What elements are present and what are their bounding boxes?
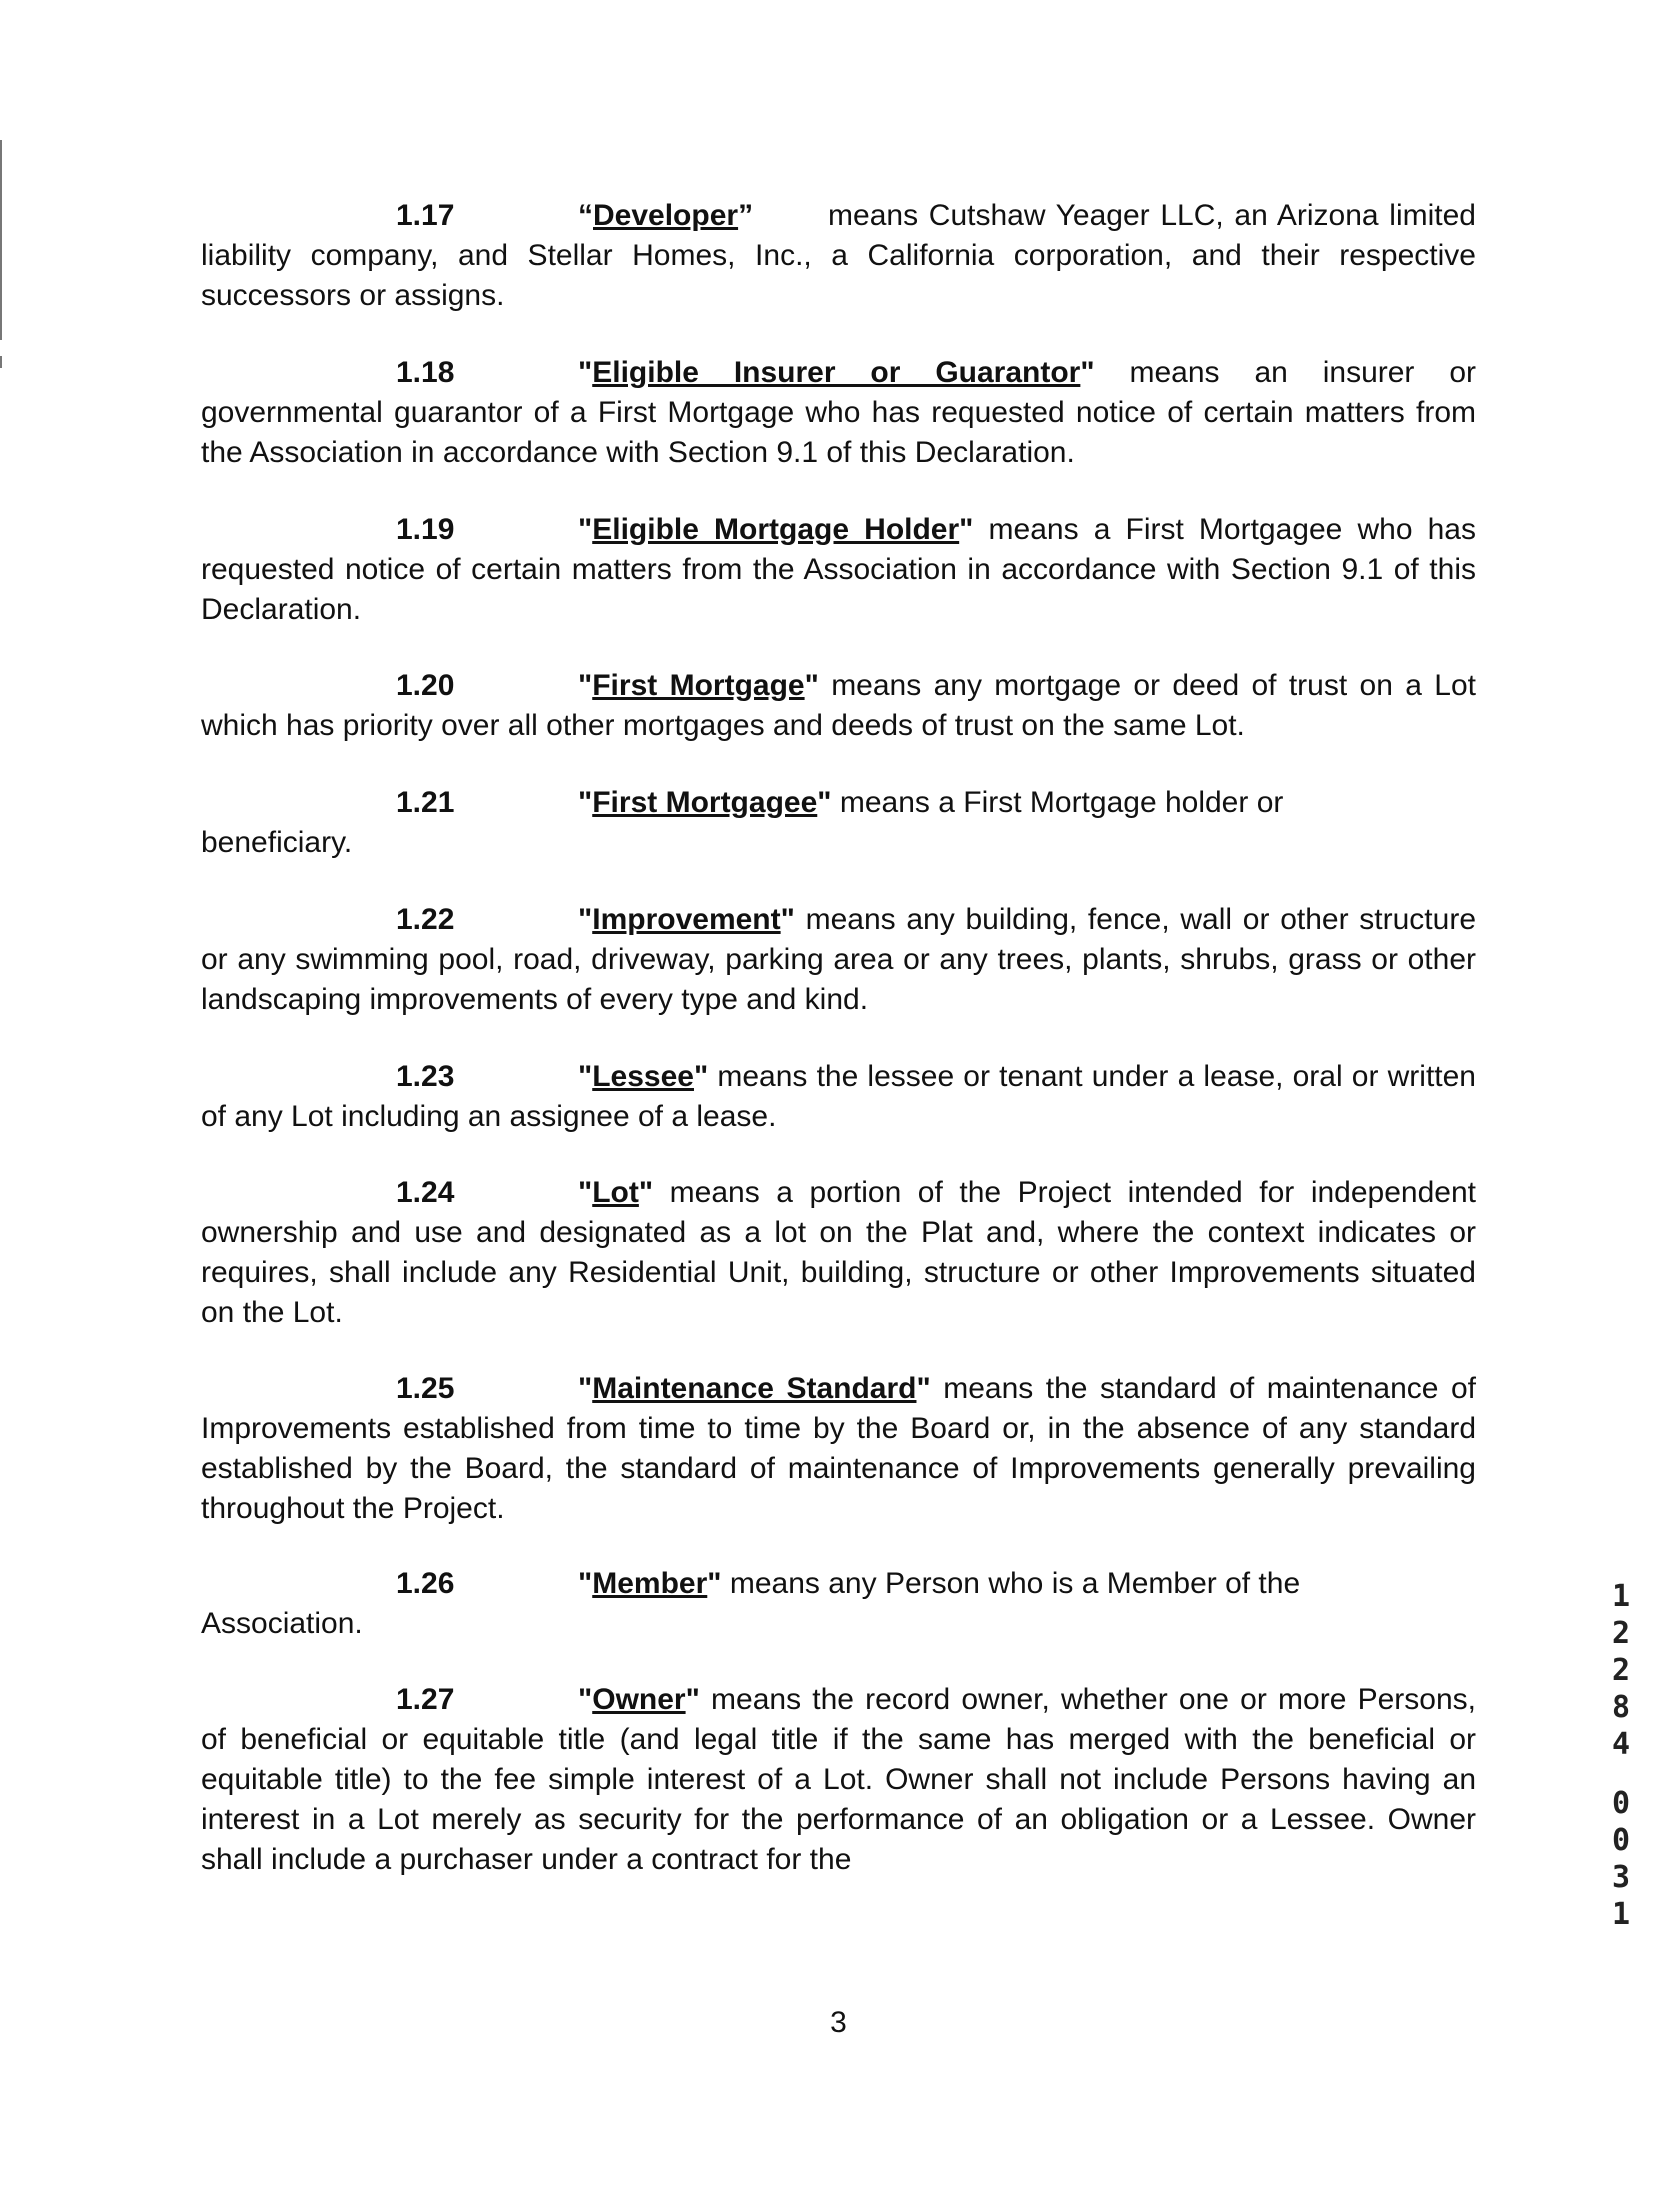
definition-text: means the lessee or tenant under a lease, oral or written of any Lot including an assignee of a lease. xyxy=(201,1060,1476,1133)
term-label: Maintenance Standard xyxy=(592,1372,917,1405)
definition-text: means a First Mortgage holder or xyxy=(839,786,1284,819)
definition-1-18 xyxy=(201,353,1476,473)
defined-term: "Member" xyxy=(578,1567,722,1600)
stamp-digit: 4 xyxy=(1611,1727,1631,1762)
defined-term: "Lot" xyxy=(578,1176,654,1209)
recording-number-stamp xyxy=(1606,1578,1636,1933)
stamp-digit: 2 xyxy=(1611,1653,1631,1688)
definition-continuation: beneficiary. xyxy=(201,826,353,859)
section-number: 1.21 xyxy=(396,786,455,819)
term-label: Improvement xyxy=(592,903,781,936)
section-number: 1.20 xyxy=(396,669,455,702)
stamp-digit: 3 xyxy=(1611,1860,1631,1895)
section-number: 1.26 xyxy=(396,1567,455,1600)
term-label: Eligible Insurer or Guarantor xyxy=(592,356,1081,389)
term-label: Lessee xyxy=(592,1060,694,1093)
defined-term: "Owner" xyxy=(578,1683,700,1716)
definition-1-17 xyxy=(201,196,1476,316)
section-number: 1.18 xyxy=(396,356,455,389)
term-label: Owner xyxy=(592,1683,686,1716)
stamp-digit: 1 xyxy=(1611,1897,1631,1932)
defined-term: “Developer” xyxy=(578,199,754,232)
section-number: 1.27 xyxy=(396,1683,455,1716)
definition-text: means a portion of the Project intended for independent ownership and use and designated as a lot on the Plat and, where the context indicates or requires, shall include any Residential Unit, building, structure or other Improvements situated on the Lot. xyxy=(201,1176,1476,1329)
section-number: 1.23 xyxy=(396,1060,455,1093)
definition-text: means any building, fence, wall or other structure or any swimming pool, road, driveway, parking area or any trees, plants, shrubs, grass or other landscaping improvements of every type and kind. xyxy=(201,903,1476,1016)
definition-continuation: Association. xyxy=(201,1607,363,1640)
definition-1-20 xyxy=(201,666,1476,746)
section-number: 1.19 xyxy=(396,513,455,546)
definition-1-22 xyxy=(201,900,1476,1020)
term-label: Member xyxy=(592,1567,708,1600)
stamp-gap xyxy=(1606,1763,1636,1785)
stamp-digit: 1 xyxy=(1611,1579,1631,1614)
stamp-digit: 0 xyxy=(1611,1786,1631,1821)
stamp-digit: 8 xyxy=(1611,1690,1631,1725)
definition-1-23 xyxy=(201,1057,1476,1137)
definition-text: means the record owner, whether one or more Persons, of beneficial or equitable title (and legal title if the same has merged with the beneficial or equitable title) to the fee simple interest of a Lot. Owner shall not include Persons having an interest in a Lot merely as security for the performance of an obligation or a Lessee. Owner shall include a purchaser under a contract for the xyxy=(201,1683,1476,1876)
definition-1-24 xyxy=(201,1173,1476,1333)
definition-1-27 xyxy=(201,1680,1476,1880)
term-label: Eligible Mortgage Holder xyxy=(592,513,960,546)
term-label: Lot xyxy=(592,1176,639,1209)
section-number: 1.17 xyxy=(396,199,455,232)
defined-term: "First Mortgagee" xyxy=(578,786,832,819)
definition-1-25 xyxy=(201,1369,1476,1529)
term-label: First Mortgagee xyxy=(592,786,818,819)
defined-term: "Improvement" xyxy=(578,903,795,936)
definition-1-19 xyxy=(201,510,1476,630)
term-label: First Mortgage xyxy=(592,669,805,702)
definition-text: means the standard of maintenance of Improvements established from time to time by the Board or, in the absence of any standard established by the Board, the standard of maintenance of Improvements generally prevailing throughout the Project. xyxy=(201,1372,1476,1525)
page-number: 3 xyxy=(830,2006,847,2039)
section-number: 1.24 xyxy=(396,1176,455,1209)
defined-term: "Lessee" xyxy=(578,1060,709,1093)
definition-text: means any Person who is a Member of the xyxy=(729,1567,1301,1600)
stamp-digit: 0 xyxy=(1611,1823,1631,1858)
definition-text: means any mortgage or deed of trust on a Lot which has priority over all other mortgages and deeds of trust on the same Lot. xyxy=(201,669,1476,742)
definition-text: means Cutshaw Yeager LLC, an Arizona limited liability company, and Stellar Homes, Inc., a California corporation, and their respective successors or assigns. xyxy=(201,199,1476,312)
defined-term: "Maintenance Standard" xyxy=(578,1372,931,1405)
section-number: 1.22 xyxy=(396,903,455,936)
left-margin-tick xyxy=(0,356,2,368)
definition-1-21 xyxy=(201,783,1476,863)
defined-term: "Eligible Mortgage Holder" xyxy=(578,513,974,546)
stamp-digit: 2 xyxy=(1611,1616,1631,1651)
definition-1-26 xyxy=(201,1564,1476,1644)
term-label: Developer xyxy=(593,199,739,232)
left-margin-mark xyxy=(0,140,2,340)
section-number: 1.25 xyxy=(396,1372,455,1405)
defined-term: "Eligible Insurer or Guarantor" xyxy=(578,356,1095,389)
definition-text: means an insurer or governmental guarantor of a First Mortgage who has requested notice of certain matters from the Association in accordance with Section 9.1 of this Declaration. xyxy=(201,356,1476,469)
defined-term: "First Mortgage" xyxy=(578,669,819,702)
definition-text: means a First Mortgagee who has requested notice of certain matters from the Association in accordance with Section 9.1 of this Declaration. xyxy=(201,513,1476,626)
